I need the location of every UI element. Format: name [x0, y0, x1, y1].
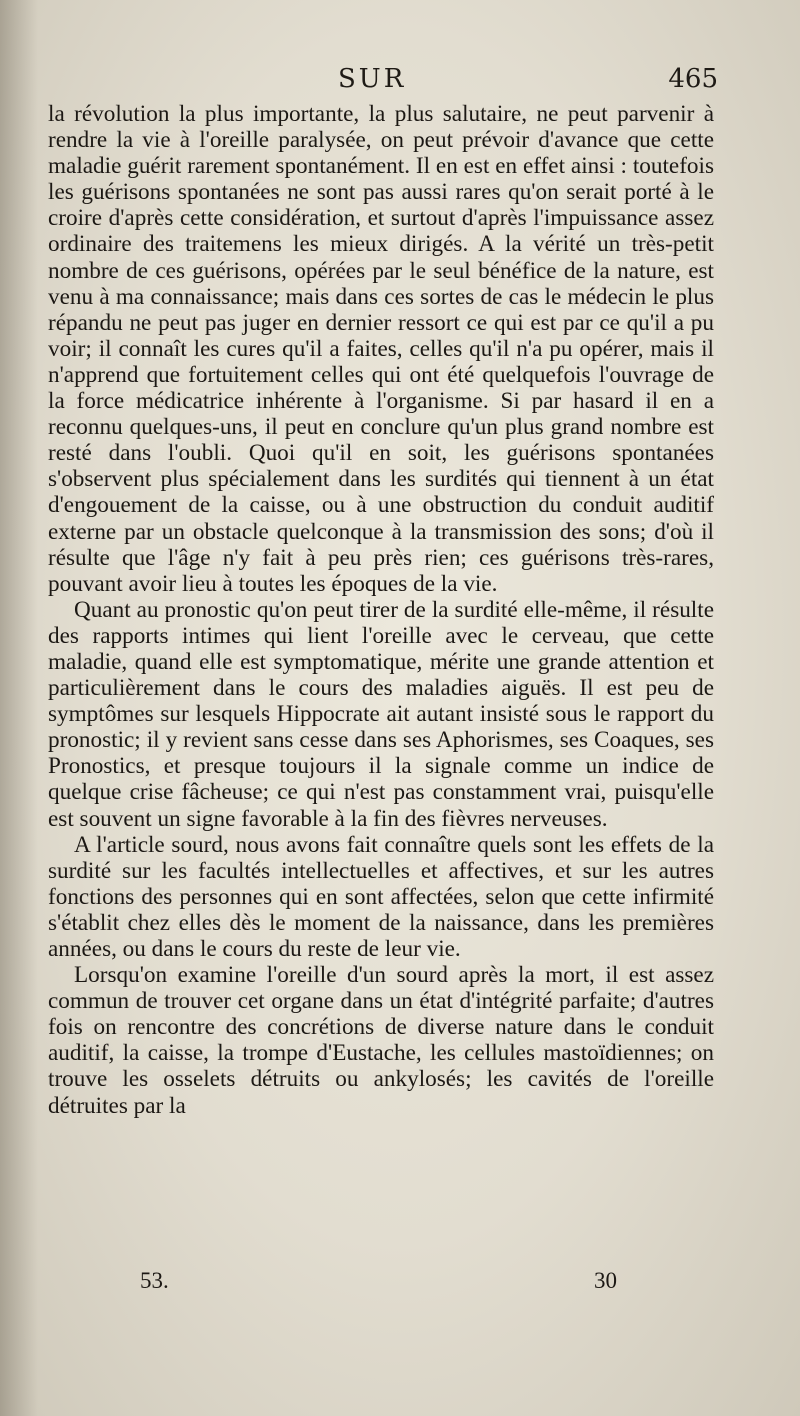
- paragraph-examen: Lorsqu'on examine l'oreille d'un sourd après la mort, il est assez commun de trouver cet organe dans un état d'intégrité parfaite; d'autres fois on rencontre des concrétions de diverse nature dans le conduit auditif, la caisse, la trompe d'Eustache, les cellules mastoïdiennes; on trouve les osselets détruits ou ankylosés; les cavités de l'oreille détruites par la: [48, 962, 714, 1119]
- binding-shadow: [0, 0, 38, 1416]
- running-head: SUR: [338, 64, 407, 94]
- paragraph-continued: la révolution la plus importante, la plus salutaire, ne peut parvenir à rendre la vie à l'oreille paralysée, on peut prévoir d'avance que cette maladie guérit rarement spontanément. Il en est en effet ainsi : toutefois les guérisons spontanées ne sont pas aussi rares qu'on serait porté à le croire d'après cette considération, et surtout d'après l'impuissance assez ordinaire des traitemens les mieux dirigés. A la vérité un très-petit nombre de ces guérisons, opérées par le seul bénéfice de la nature, est venu à ma connaissance; mais dans ces sortes de cas le médecin le plus répandu ne peut pas juger en dernier ressort ce qui est par ce qu'il a pu voir; il connaît les cures qu'il a faites, celles qu'il n'a pu opérer, mais il n'apprend que fortuitement celles qui ont été quelquefois l'ouvrage de la force médicatrice inhérente à l'organisme. Si par hasard il en a reconnu quelques-uns, il peut en conclure qu'un plus grand nombre est resté dans l'oubli. Quoi qu'il en soit, les guérisons spontanées s'observent plus spécialement dans les surdités qui tiennent à un état d'engouement de la caisse, ou à une obstruction du conduit auditif externe par un obstacle quelconque à la transmission des sons; d'où il résulte que l'âge n'y fait à peu près rien; ces guérisons très-rares, pouvant avoir lieu à toutes les époques de la vie.: [48, 101, 714, 597]
- paragraph-pronostic: Quant au pronostic qu'on peut tirer de la surdité elle-même, il résulte des rapports intimes qui lient l'oreille avec le cerveau, que cette maladie, quand elle est symptomatique, mérite une grande attention et particulièrement dans le cours des maladies aiguës. Il est peu de symptômes sur lesquels Hippocrate ait autant insisté sous le rapport du pronostic; il y revient sans cesse dans ses Aphorismes, ses Coaques, ses Pronostics, et presque toujours il la signale comme un indice de quelque crise fâcheuse; ce qui n'est pas constamment vrai, puisqu'elle est souvent un signe favorable à la fin des fièvres nerveuses.: [48, 596, 714, 832]
- page-footer: [48, 1268, 714, 1298]
- signature-mark-right: 30: [594, 1268, 617, 1293]
- body-text: [48, 101, 714, 1119]
- page-number: 465: [668, 64, 718, 94]
- page-header: [48, 64, 718, 100]
- paragraph-article-sourd: A l'article sourd, nous avons fait connaître quels sont les effets de la surdité sur les facultés intellectuelles et affectives, et sur les autres fonctions des personnes qui en sont affectées, selon que cette infirmité s'établit chez elles dès le moment de la naissance, dans les premières années, ou dans le cours du reste de leur vie.: [48, 831, 714, 962]
- signature-mark-left: 53.: [140, 1268, 169, 1293]
